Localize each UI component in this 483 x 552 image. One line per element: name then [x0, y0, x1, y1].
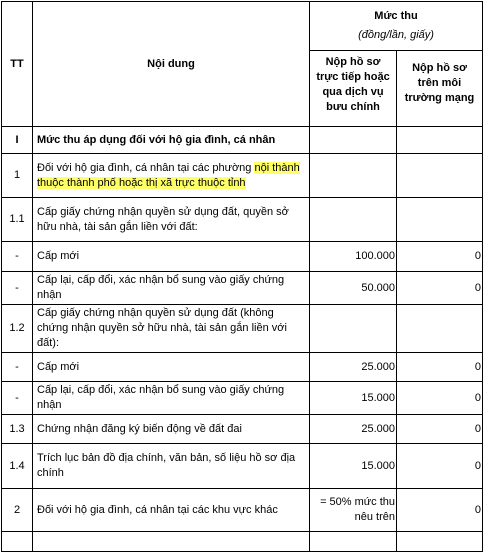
table-row	[2, 154, 483, 198]
row-online: 0	[397, 444, 483, 489]
row-content: Cấp mới	[33, 353, 310, 382]
row-content-highlight: nội thành thuộc thành phố hoặc thị xã trực thuộc tỉnh	[37, 161, 300, 189]
row-tt: I	[2, 127, 33, 154]
row-content: Cấp mới	[33, 242, 310, 272]
row-content: Mức thu áp dụng đối với hộ gia đình, cá nhân	[33, 127, 310, 154]
row-tt: -	[2, 353, 33, 382]
empty-cell	[397, 532, 483, 552]
row-tt: 2	[2, 489, 33, 532]
table-row	[2, 444, 483, 489]
row-direct: 25.000	[310, 415, 397, 444]
header-direct: Nộp hồ sơ trực tiếp hoặc qua dịch vụ bưu chính	[310, 50, 397, 126]
header-fee	[310, 2, 483, 51]
row-direct: 15.000	[310, 444, 397, 489]
empty-cell	[310, 532, 397, 552]
row-tt: -	[2, 272, 33, 305]
row-online: 0	[397, 489, 483, 532]
row-direct: 50.000	[310, 272, 397, 305]
row-direct: = 50% mức thu nêu trên	[310, 489, 397, 532]
row-content: Chứng nhận đăng ký biến động về đất đai	[33, 415, 310, 444]
table-row	[2, 127, 483, 154]
row-online	[397, 305, 483, 353]
row-content: Cấp giấy chứng nhận quyền sử dụng đất (không chứng nhận quyền sở hữu nhà, tài sản gắn liền với đất):	[33, 305, 310, 353]
row-direct: 25.000	[310, 353, 397, 382]
header-row-1	[2, 2, 483, 51]
header-online: Nộp hồ sơ trên môi trường mạng	[397, 50, 483, 126]
row-tt: -	[2, 382, 33, 415]
row-tt: 1.3	[2, 415, 33, 444]
row-tt: 1.2	[2, 305, 33, 353]
row-direct	[310, 305, 397, 353]
header-fee-unit: (đồng/lần, giấy)	[358, 28, 434, 41]
row-content: Cấp lại, cấp đổi, xác nhận bổ sung vào giấy chứng nhận	[33, 272, 310, 305]
row-direct: 100.000	[310, 242, 397, 272]
row-tt: 1	[2, 154, 33, 198]
row-online: 0	[397, 415, 483, 444]
table-row	[2, 198, 483, 242]
table-row	[2, 305, 483, 353]
table-row	[2, 272, 483, 305]
row-tt: -	[2, 242, 33, 272]
row-content: Cấp lại, cấp đổi, xác nhận bổ sung vào giấy chứng nhận	[33, 382, 310, 415]
header-fee-title: Mức thu	[374, 9, 418, 22]
table-row	[2, 415, 483, 444]
table-row	[2, 489, 483, 532]
row-direct	[310, 127, 397, 154]
row-direct	[310, 198, 397, 242]
header-tt: TT	[2, 2, 33, 127]
row-content: Cấp giấy chứng nhận quyền sử dụng đất, quyền sở hữu nhà, tài sản gắn liền với đất:	[33, 198, 310, 242]
empty-cell	[2, 532, 33, 552]
row-online: 0	[397, 242, 483, 272]
row-content-part: Đối với hộ gia đình, cá nhân tại các phường	[37, 161, 255, 174]
row-direct	[310, 154, 397, 198]
row-content: Đối với hộ gia đình, cá nhân tại các khu vực khác	[33, 489, 310, 532]
row-online	[397, 154, 483, 198]
row-content: Trích lục bản đồ địa chính, văn bản, số liệu hồ sơ địa chính	[33, 444, 310, 489]
row-online	[397, 127, 483, 154]
table-row	[2, 382, 483, 415]
table-row-partial	[2, 532, 483, 552]
row-online: 0	[397, 353, 483, 382]
row-tt: 1.4	[2, 444, 33, 489]
table-row	[2, 242, 483, 272]
row-online: 0	[397, 272, 483, 305]
row-content	[33, 154, 310, 198]
empty-cell	[33, 532, 310, 552]
header-content: Nội dung	[33, 2, 310, 127]
row-direct: 15.000	[310, 382, 397, 415]
row-online	[397, 198, 483, 242]
row-online: 0	[397, 382, 483, 415]
row-tt: 1.1	[2, 198, 33, 242]
table-row	[2, 353, 483, 382]
fee-table	[1, 1, 483, 552]
